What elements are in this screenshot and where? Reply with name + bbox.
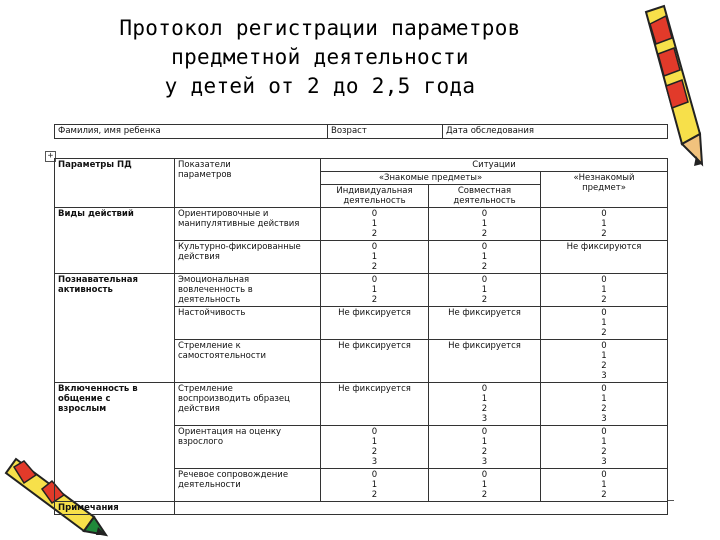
score-cell: 0 1 2	[541, 307, 668, 340]
score-cell: 0 1 2	[429, 469, 541, 502]
score-cell: 0 1 2 3	[429, 383, 541, 426]
notes-field[interactable]	[175, 502, 668, 515]
parameters-table	[54, 158, 668, 515]
score-cell: 0 1 2	[321, 469, 429, 502]
score-cell: 0 1 2	[321, 241, 429, 274]
table-row	[55, 383, 668, 426]
score-cell: Не фиксируются	[541, 241, 668, 274]
child-name-label: Фамилия, имя ребенка	[55, 125, 328, 139]
score-cell: 0 1 2	[321, 274, 429, 307]
unfamiliar-object-header: «Незнакомый предмет»	[541, 172, 668, 208]
score-cell: 0 1 2	[429, 274, 541, 307]
score-cell: 0 1 2	[541, 469, 668, 502]
indicator-cell: Стремление к самостоятельности	[175, 340, 321, 383]
score-cell: Не фиксируется	[321, 340, 429, 383]
expand-table-icon[interactable]: +	[45, 151, 56, 162]
situations-header: Ситуации	[321, 159, 668, 172]
score-cell: 0 1 2 3	[541, 340, 668, 383]
indicator-cell: Стремление воспроизводить образец действия	[175, 383, 321, 426]
score-cell: Не фиксируется	[429, 307, 541, 340]
joint-activity-header: Совместная деятельность	[429, 185, 541, 208]
score-cell: 0 1 2 3	[429, 426, 541, 469]
indicator-cell: Настойчивость	[175, 307, 321, 340]
page-title: Протокол регистрации параметров предметной деятельности у детей от 2 до 2,5 года	[119, 16, 521, 98]
score-cell: 0 1 2 3	[321, 426, 429, 469]
table-row	[55, 208, 668, 241]
param-cell: Включенность в общение с взрослым	[55, 383, 175, 502]
individual-activity-header: Индивидуальная деятельность	[321, 185, 429, 208]
score-cell: Не фиксируется	[321, 307, 429, 340]
score-cell: Не фиксируется	[429, 340, 541, 383]
exam-date-label: Дата обследования	[443, 125, 668, 139]
score-cell: 0 1 2 3	[541, 383, 668, 426]
indicator-cell: Ориентация на оценку взрослого	[175, 426, 321, 469]
indicator-cell: Культурно-фиксированные действия	[175, 241, 321, 274]
indicator-cell: Речевое сопровождение деятельности	[175, 469, 321, 502]
col-params-header: Параметры ПД	[55, 159, 175, 208]
indicator-cell: Эмоциональная вовлеченность в деятельность	[175, 274, 321, 307]
score-cell: 0 1 2	[321, 208, 429, 241]
child-info-table	[54, 124, 668, 139]
indicator-cell: Ориентировочные и манипулятивные действия	[175, 208, 321, 241]
score-cell: Не фиксируется	[321, 383, 429, 426]
age-label: Возраст	[328, 125, 443, 139]
score-cell: 0 1 2	[541, 274, 668, 307]
score-cell: 0 1 2	[429, 208, 541, 241]
score-cell: 0 1 2	[541, 208, 668, 241]
protocol-document	[54, 124, 670, 515]
param-cell: Виды действий	[55, 208, 175, 274]
notes-row	[55, 502, 668, 515]
score-cell: 0 1 2	[429, 241, 541, 274]
table-row	[55, 274, 668, 307]
notes-label: Примечания	[55, 502, 175, 515]
score-cell: 0 1 2 3	[541, 426, 668, 469]
param-cell: Познавательная активность	[55, 274, 175, 383]
col-indicators-header: Показатели параметров	[175, 159, 321, 208]
familiar-objects-header: «Знакомые предметы»	[321, 172, 541, 185]
